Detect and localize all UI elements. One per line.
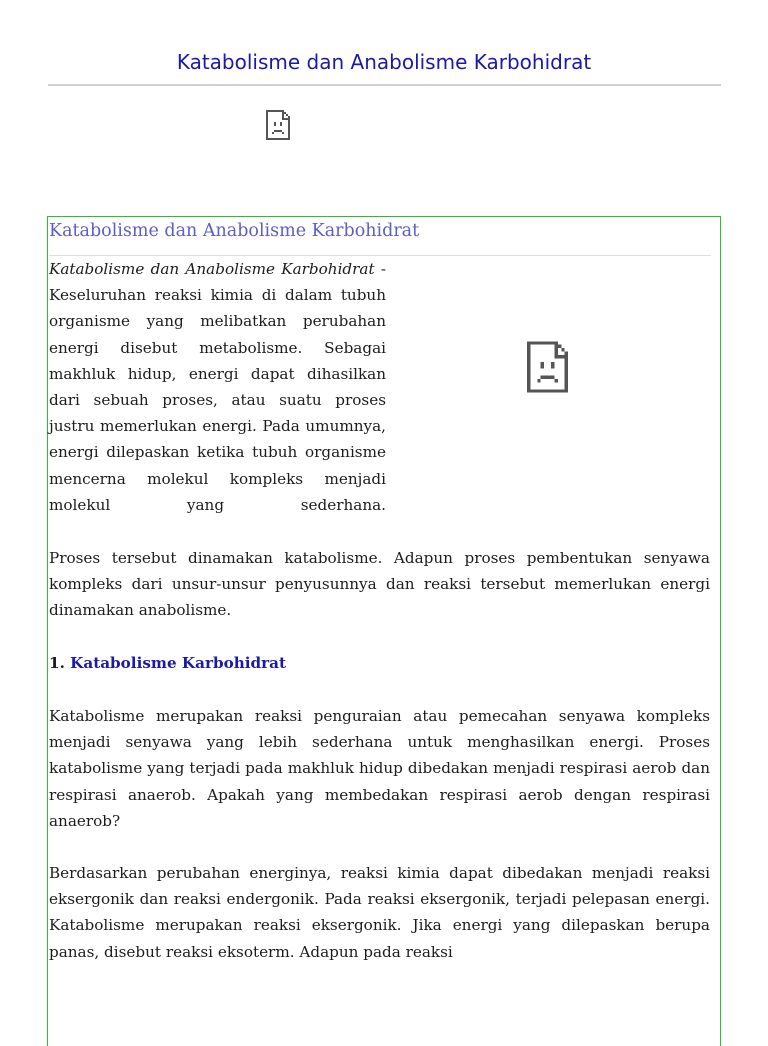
intro-term: Katabolisme dan Anabolisme Karbohidrat	[49, 260, 375, 278]
page-title: Katabolisme dan Anabolisme Karbohidrat	[176, 50, 592, 74]
section-heading	[49, 650, 286, 676]
paragraph-2: Berdasarkan perubahan energinya, reaksi kimia dapat dibedakan menjadi reaksi eksergonik dan reaksi endergonik. Pada reaksi eksergonik, terjadi pelepasan energi. Katabolisme merupakan reaksi eksergonik. Jika energi yang dilepaskan berupa panas, disebut reaksi eksoterm. Adapun pada reaksi	[49, 864, 710, 961]
title-divider	[48, 84, 721, 86]
article-title[interactable]: Katabolisme dan Anabolisme Karbohidrat	[49, 221, 420, 241]
article-card	[47, 216, 721, 1046]
intro-continuation: Proses tersebut dinamakan katabolisme. Adapun proses pembentukan senyawa kompleks dari unsur-unsur penyusunnya dan reaksi tersebut memerlukan energi dinamakan anabolisme.	[49, 549, 710, 620]
intro-paragraph	[49, 256, 386, 518]
broken-image-icon	[266, 110, 294, 140]
section-title-link[interactable]: Katabolisme Karbohidrat	[70, 654, 286, 672]
broken-image-icon	[527, 341, 575, 393]
intro-text: - Keseluruhan reaksi kimia di dalam tubuh organisme yang melibatkan perubahan energi disebut metabolisme. Sebagai makhluk hidup, energi dapat dihasilkan dari sebuah proses, atau suatu proses justru memerlukan energi. Pada umumnya, energi dilepaskan ketika tubuh organisme mencerna molekul kompleks menjadi molekul yang sederhana.	[49, 260, 386, 514]
paragraph-1: Katabolisme merupakan reaksi penguraian atau pemecahan senyawa kompleks menjadi senyawa yang lebih sederhana untuk menghasilkan energi. Proses katabolisme yang terjadi pada makhluk hidup dibedakan menjadi respirasi aerob dan respirasi anaerob. Apakah yang membedakan respirasi aerob dengan respirasi anaerob?	[49, 707, 710, 830]
section-number: 1.	[49, 654, 65, 672]
